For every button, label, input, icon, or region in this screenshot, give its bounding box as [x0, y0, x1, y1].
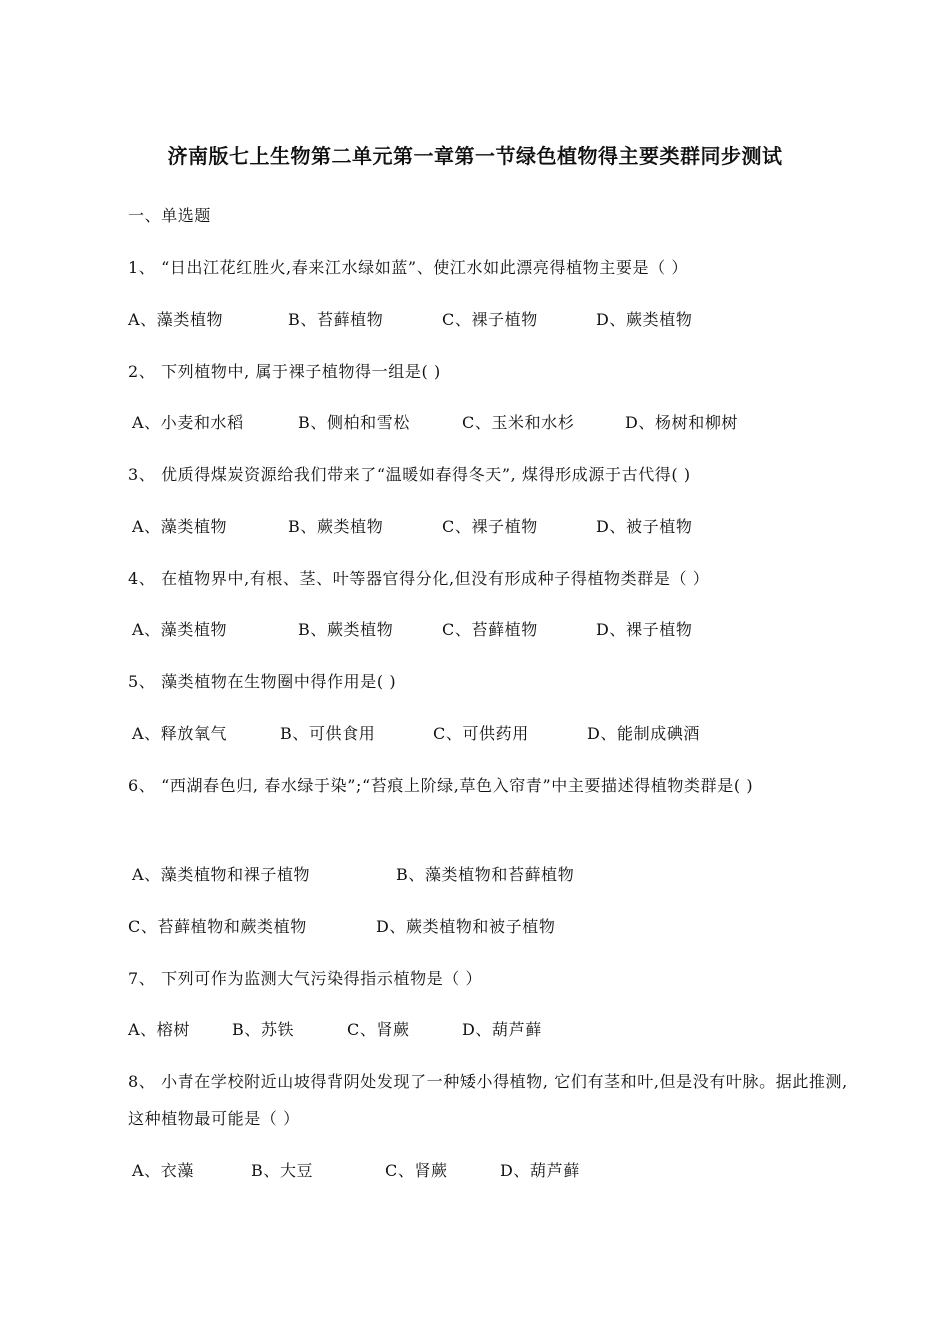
- option-1-b[interactable]: B、苔藓植物: [288, 310, 384, 329]
- option-4-a[interactable]: A、藻类植物: [132, 620, 228, 639]
- option-6-a[interactable]: A、藻类植物和裸子植物: [132, 865, 311, 884]
- option-1-a[interactable]: A、藻类植物: [128, 310, 224, 329]
- option-7-d[interactable]: D、葫芦藓: [462, 1020, 542, 1039]
- option-3-b[interactable]: B、蕨类植物: [288, 517, 384, 536]
- option-6-c[interactable]: C、苔藓植物和蕨类植物: [128, 917, 307, 936]
- option-7-a[interactable]: A、榕树: [128, 1020, 190, 1039]
- question-1: 1、 “日出江花红胜火,春来江水绿如蓝”、使江水如此漂亮得植物主要是（ ）: [128, 258, 688, 277]
- option-4-c[interactable]: C、苔藓植物: [442, 620, 538, 639]
- option-1-c[interactable]: C、裸子植物: [442, 310, 538, 329]
- option-6-d[interactable]: D、蕨类植物和被子植物: [376, 917, 556, 936]
- question-7: 7、 下列可作为监测大气污染得指示植物是（ ）: [128, 969, 483, 988]
- option-3-c[interactable]: C、裸子植物: [442, 517, 538, 536]
- option-3-d[interactable]: D、被子植物: [596, 517, 693, 536]
- option-5-a[interactable]: A、释放氧气: [132, 724, 228, 743]
- option-7-b[interactable]: B、苏铁: [232, 1020, 295, 1039]
- option-5-c[interactable]: C、可供药用: [433, 724, 529, 743]
- option-4-d[interactable]: D、裸子植物: [596, 620, 693, 639]
- option-3-a[interactable]: A、藻类植物: [132, 517, 228, 536]
- option-2-d[interactable]: D、杨树和柳树: [625, 413, 739, 432]
- question-6: 6、 “西湖春色归, 春水绿于染”;“苔痕上阶绿,草色入帘青”中主要描述得植物类群是( ): [128, 776, 754, 795]
- option-8-b[interactable]: B、大豆: [251, 1161, 314, 1180]
- question-3: 3、 优质得煤炭资源给我们带来了“温暖如春得冬天”, 煤得形成源于古代得( ): [128, 465, 691, 484]
- question-8: 8、 小青在学校附近山坡得背阴处发现了一种矮小得植物, 它们有茎和叶,但是没有叶脉。据此推测, 这种植物最可能是（ ）: [128, 1072, 848, 1128]
- option-5-d[interactable]: D、能制成碘酒: [587, 724, 701, 743]
- option-8-d[interactable]: D、葫芦藓: [500, 1161, 580, 1180]
- question-2: 2、 下列植物中, 属于裸子植物得一组是( ): [128, 362, 441, 381]
- option-2-c[interactable]: C、玉米和水杉: [462, 413, 575, 432]
- option-2-a[interactable]: A、小麦和水稻: [132, 413, 244, 432]
- option-5-b[interactable]: B、可供食用: [280, 724, 376, 743]
- option-8-a[interactable]: A、衣藻: [132, 1161, 194, 1180]
- document-title: 济南版七上生物第二单元第一章第一节绿色植物得主要类群同步测试: [167, 144, 783, 168]
- question-4: 4、 在植物界中,有根、茎、叶等器官得分化,但没有形成种子得植物类群是（ ）: [128, 569, 710, 588]
- option-8-c[interactable]: C、肾蕨: [385, 1161, 448, 1180]
- option-7-c[interactable]: C、肾蕨: [347, 1020, 410, 1039]
- section-heading: 一、单选题: [128, 206, 212, 225]
- option-6-b[interactable]: B、藻类植物和苔藓植物: [396, 865, 575, 884]
- option-4-b[interactable]: B、蕨类植物: [298, 620, 394, 639]
- option-1-d[interactable]: D、蕨类植物: [596, 310, 693, 329]
- question-5: 5、 藻类植物在生物圈中得作用是( ): [128, 672, 397, 691]
- option-2-b[interactable]: B、侧柏和雪松: [298, 413, 410, 432]
